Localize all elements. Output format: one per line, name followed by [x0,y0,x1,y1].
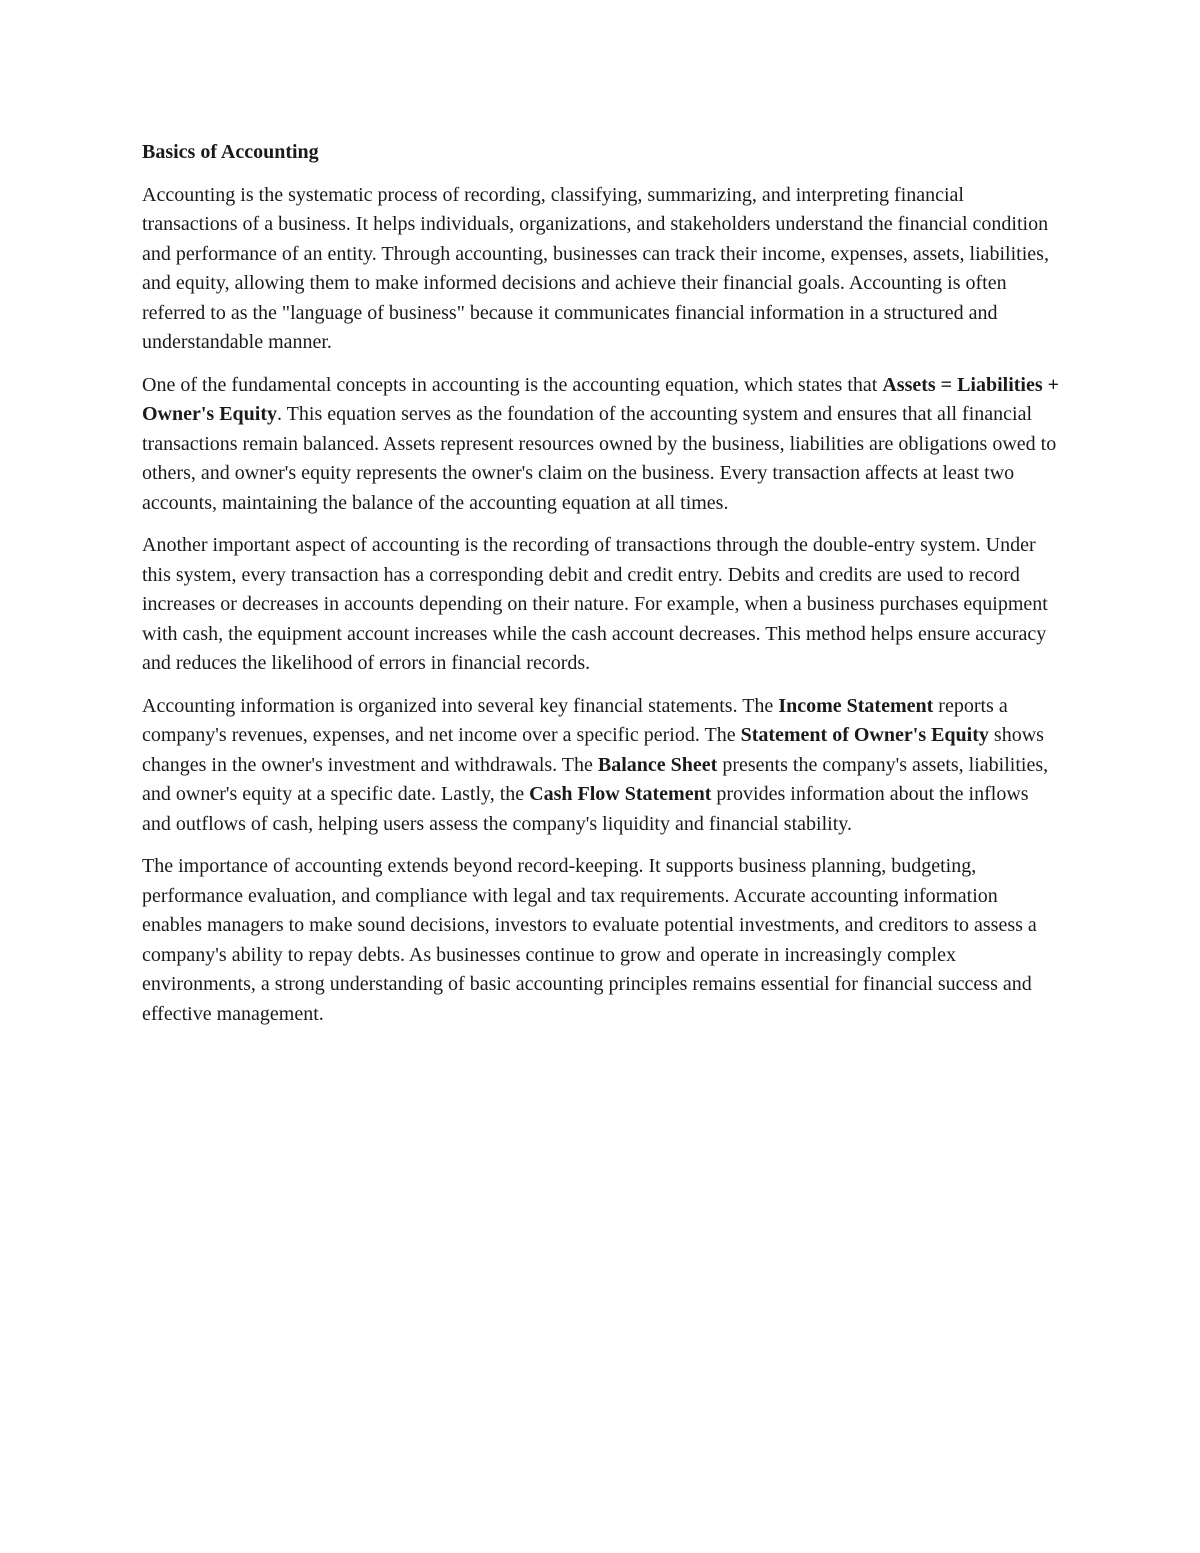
bold-term-balance-sheet: Balance Sheet [597,753,718,776]
paragraph-importance [142,852,1062,1029]
bold-term-income-statement: Income Statement [778,694,934,717]
paragraph-text: Another important aspect of accounting is the recording of transactions through the double-entry system. Under this system, every transaction has a corresponding debit and credit entry. Debits and credits are used to record increases or decreases in accounts depending on their nature. For example, when a business purchases equipment with cash, the equipment account increases while the cash account decreases. This method helps ensure accuracy and reduces the likelihood of errors in financial records. [142,534,1048,674]
paragraph-text: reports a company's revenues, expenses, and net income over a specific period. The [142,694,1008,746]
paragraph-accounting-equation [142,371,1062,519]
bold-term-accounting-equation: Assets = Liabilities + Owner's Equity [142,373,1060,425]
paragraph-text: . This equation serves as the foundation of the accounting system and ensures that all financial transactions remain balanced. Assets represent resources owned by the business, liabilities are obligations owed to others, and owner's equity represents the owner's claim on the business. Every transaction affects at least two accounts, maintaining the balance of the accounting equation at all times. [142,403,1057,514]
paragraph-text: shows changes in the owner's investment and withdrawals. The [142,724,1044,776]
paragraph-text: provides information about the inflows and outflows of cash, helping users assess the company's liquidity and financial stability. [142,783,1029,835]
paragraph-intro [142,181,1062,358]
paragraph-text: Accounting is the systematic process of recording, classifying, summarizing, and interpreting financial transactions of a business. It helps individuals, organizations, and stakeholders understand the financial condition and performance of an entity. Through accounting, businesses can track their income, expenses, assets, liabilities, and equity, allowing them to make informed decisions and achieve their financial goals. Accounting is often referred to as the "language of business" because it communicates financial information in a structured and understandable manner. [142,183,1049,353]
paragraph-text: Accounting information is organized into several key financial statements. The [142,694,779,717]
bold-term-owners-equity-statement: Statement of Owner's Equity [740,724,989,746]
paragraph-double-entry [142,531,1062,679]
paragraph-text: One of the fundamental concepts in accounting is the accounting equation, which states that [142,373,883,396]
bold-term-cash-flow-statement: Cash Flow Statement [529,783,712,805]
paragraph-financial-statements [142,692,1062,840]
paragraph-text: presents the company's assets, liabilities, and owner's equity at a specific date. Lastly, the [142,753,1049,805]
document-page [142,138,1062,1042]
document-title: Basics of Accounting [142,141,319,163]
paragraph-text: The importance of accounting extends beyond record-keeping. It supports business planning, budgeting, performance evaluation, and compliance with legal and tax requirements. Accurate accounting information enables managers to make sound decisions, investors to evaluate potential investments, and creditors to assess a company's ability to repay debts. As businesses continue to grow and operate in increasingly complex environments, a strong understanding of basic accounting principles remains essential for financial success and effective management. [142,855,1037,1025]
